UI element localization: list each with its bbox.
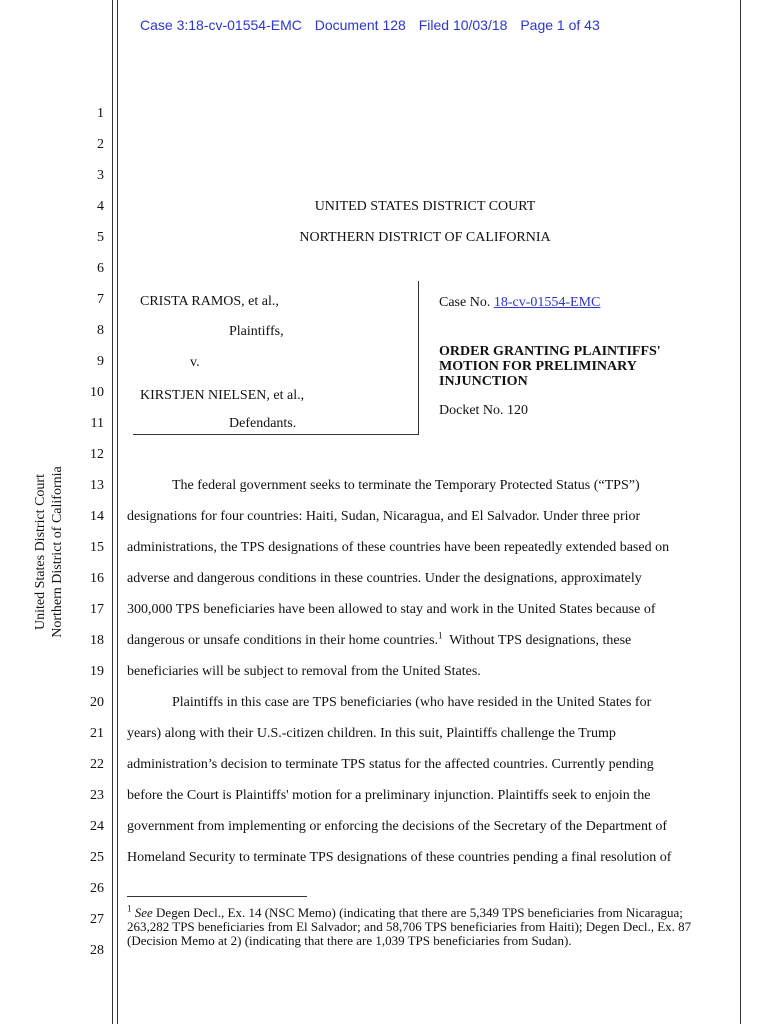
court-title: UNITED STATES DISTRICT COURT: [314, 199, 536, 214]
filing-header: [140, 17, 609, 33]
body-line-18-cont: Without TPS designations, these: [449, 633, 632, 648]
line-number: 1: [97, 106, 104, 121]
line-number: 12: [90, 447, 104, 462]
line-number: 8: [97, 323, 104, 338]
line-number: 14: [90, 509, 104, 524]
line-number: 15: [90, 540, 104, 555]
caption-divider-vertical: [418, 281, 419, 435]
court-district: NORTHERN DISTRICT OF CALIFORNIA: [299, 230, 551, 245]
body-line-24: government from implementing or enforcing the decisions of the Secretary of the Department of: [127, 819, 667, 834]
sidebar-line-court: United States District Court: [33, 474, 48, 630]
line-number: 26: [90, 881, 104, 896]
line-number: 9: [97, 354, 104, 369]
caption-divider-horizontal: [133, 434, 419, 435]
versus: v.: [190, 355, 200, 370]
line-number: 4: [97, 199, 104, 214]
header-filed-date: Filed 10/03/18: [418, 17, 508, 33]
line-number: 22: [90, 757, 104, 772]
line-number: 25: [90, 850, 104, 865]
body-line-15: administrations, the TPS designations of these countries have been repeatedly extended based on: [127, 540, 670, 555]
body-line-16: adverse and dangerous conditions in these countries. Under the designations, approximately: [127, 571, 642, 586]
footnote-text: Degen Decl., Ex. 14 (NSC Memo) (indicating that there are 5,349 TPS beneficiaries from Nicaragua; 263,282 TPS beneficiaries from El Salvador; and 58,706 TPS beneficiaries from Haiti); Degen Decl., Ex. 87 (Decision Memo at 2) (indicating that there are 1,039 TPS beneficiaries from Sudan).: [127, 905, 692, 948]
order-title: ORDER GRANTING PLAINTIFFS' MOTION FOR PRELIMINARY INJUNCTION: [439, 344, 661, 389]
line-number: 5: [97, 230, 104, 245]
footnote-marker: 1: [127, 903, 132, 914]
line-number: 16: [90, 571, 104, 586]
line-number: 21: [90, 726, 104, 741]
case-number-line: [439, 295, 600, 311]
line-number: 17: [90, 602, 104, 617]
left-margin-rule-inner: [117, 0, 118, 1024]
defendants-role: Defendants.: [229, 416, 297, 431]
case-number-link[interactable]: 18-cv-01554-EMC: [493, 295, 601, 310]
body-line-14: designations for four countries: Haiti, Sudan, Nicaragua, and El Salvador. Under three prior: [127, 509, 641, 524]
line-number: 2: [97, 137, 104, 152]
body-line-23: before the Court is Plaintiffs' motion for a preliminary injunction. Plaintiffs seek to enjoin the: [127, 788, 651, 803]
line-number: 13: [90, 478, 104, 493]
footnote-ref[interactable]: 1: [438, 630, 443, 641]
body-line-13: The federal government seeks to terminate the Temporary Protected Status (“TPS”): [172, 478, 640, 493]
body-line-19: beneficiaries will be subject to removal from the United States.: [127, 664, 481, 679]
line-number: 10: [90, 385, 104, 400]
header-document: Document 128: [314, 17, 406, 33]
line-number: 28: [90, 943, 104, 958]
court-sidebar: [32, 432, 72, 672]
header-page: Page 1 of 43: [520, 17, 600, 33]
docket-number: Docket No. 120: [439, 403, 529, 418]
body-line-22: administration’s decision to terminate TPS status for the affected countries. Currently pending: [127, 757, 654, 772]
sidebar-line-district: Northern District of California: [50, 466, 65, 638]
line-number: 24: [90, 819, 104, 834]
body-line-18: [127, 630, 715, 649]
body-line-21: years) along with their U.S.-citizen children. In this suit, Plaintiffs challenge the Trump: [127, 726, 616, 741]
left-margin-rule-outer: [112, 0, 113, 1024]
line-number: 23: [90, 788, 104, 803]
footnote-rule: [127, 896, 307, 897]
line-number: 18: [90, 633, 104, 648]
case-number-label: Case No.: [439, 295, 491, 310]
plaintiff-name: CRISTA RAMOS, et al.,: [140, 294, 279, 309]
body-line-17: 300,000 TPS beneficiaries have been allowed to stay and work in the United States because of: [127, 602, 656, 617]
line-number: 6: [97, 261, 104, 276]
right-margin-rule: [740, 0, 741, 1024]
line-number: 7: [97, 292, 104, 307]
header-case-number: Case 3:18-cv-01554-EMC: [140, 17, 302, 33]
line-number: 27: [90, 912, 104, 927]
line-number: 20: [90, 695, 104, 710]
line-number: 11: [90, 416, 104, 431]
footnote: [127, 903, 715, 948]
body-line-25: Homeland Security to terminate TPS designations of these countries pending a final resolution of: [127, 850, 672, 865]
line-number: 3: [97, 168, 104, 183]
plaintiffs-role: Plaintiffs,: [229, 324, 284, 339]
body-line-18-text: dangerous or unsafe conditions in their home countries.: [127, 633, 439, 648]
body-line-20: Plaintiffs in this case are TPS beneficiaries (who have resided in the United States for: [172, 695, 652, 710]
footnote-see: See: [134, 905, 153, 920]
defendant-name: KIRSTJEN NIELSEN, et al.,: [140, 388, 305, 403]
line-number: 19: [90, 664, 104, 679]
